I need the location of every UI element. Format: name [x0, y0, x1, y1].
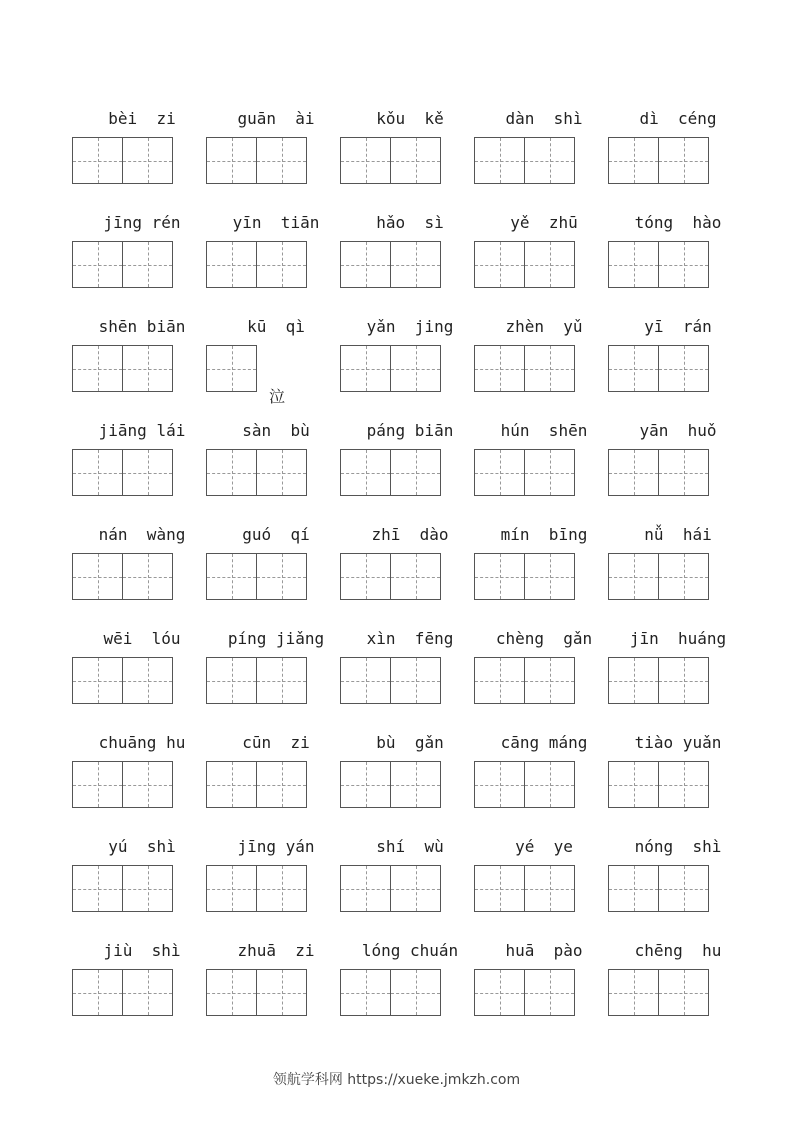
tianzige-box[interactable] [474, 241, 525, 288]
pinyin-label: píng jiǎng [227, 629, 325, 648]
tianzige-box[interactable] [122, 137, 173, 184]
tianzige-box[interactable] [340, 241, 391, 288]
word-item [340, 628, 480, 738]
word-item [474, 940, 614, 1050]
tianzige-box[interactable] [390, 137, 441, 184]
tianzige-box[interactable] [256, 865, 307, 912]
tianzige-boxes [608, 969, 708, 1016]
pinyin-label: guó qí [242, 525, 310, 544]
tianzige-boxes [608, 553, 708, 600]
tianzige-boxes [206, 969, 306, 1016]
tianzige-box[interactable] [658, 449, 709, 496]
tianzige-boxes [608, 865, 708, 912]
pinyin-label: bù gǎn [376, 733, 444, 752]
word-item [340, 524, 480, 634]
tianzige-boxes [340, 553, 440, 600]
tianzige-boxes [206, 657, 306, 704]
tianzige-boxes [72, 449, 172, 496]
pinyin-label: jīng rén [103, 213, 181, 232]
footer-watermark: 领航学科网 https://xueke.jmkzh.com [272, 1072, 521, 1088]
tianzige-box[interactable] [72, 865, 123, 912]
pinyin-label: chuāng hu [98, 733, 186, 752]
tianzige-box[interactable] [524, 553, 575, 600]
pinyin-label: yé ye [515, 837, 573, 856]
tianzige-boxes [474, 553, 574, 600]
pinyin-label: dàn shì [505, 109, 583, 128]
tianzige-box[interactable] [206, 241, 257, 288]
tianzige-box[interactable] [658, 241, 709, 288]
pinyin-label: mín bīng [500, 525, 588, 544]
tianzige-box[interactable] [524, 657, 575, 704]
word-item [340, 212, 480, 322]
tianzige-box[interactable] [658, 553, 709, 600]
word-item [608, 420, 748, 530]
word-item [340, 108, 480, 218]
tianzige-box[interactable] [340, 865, 391, 912]
tianzige-boxes [474, 345, 574, 392]
tianzige-box[interactable] [256, 761, 307, 808]
pinyin-label: lóng chuán [361, 941, 459, 960]
word-item [206, 940, 346, 1050]
pinyin-label: guān ài [237, 109, 315, 128]
word-item [340, 836, 480, 946]
pinyin-label: yǎn jing [366, 317, 454, 336]
tianzige-box[interactable] [72, 241, 123, 288]
pinyin-label: nóng shì [634, 837, 722, 856]
word-item [206, 836, 346, 946]
pinyin-label: jīng yán [237, 837, 315, 856]
tianzige-box[interactable] [340, 449, 391, 496]
tianzige-boxes [340, 449, 440, 496]
tianzige-boxes [72, 553, 172, 600]
tianzige-boxes [474, 137, 574, 184]
tianzige-box[interactable] [390, 553, 441, 600]
tianzige-box[interactable] [524, 137, 575, 184]
word-item [72, 420, 212, 530]
tianzige-box[interactable] [390, 865, 441, 912]
tianzige-box[interactable] [608, 137, 659, 184]
pinyin-label: zhuā zi [237, 941, 315, 960]
pinyin-label: cūn zi [242, 733, 310, 752]
tianzige-box[interactable] [390, 449, 441, 496]
word-item [72, 628, 212, 738]
tianzige-boxes [474, 865, 574, 912]
pinyin-label: tóng hào [634, 213, 722, 232]
pinyin-label: jiāng lái [98, 421, 186, 440]
tianzige-box[interactable] [474, 345, 525, 392]
word-item [72, 316, 212, 426]
word-item [206, 212, 346, 322]
tianzige-boxes [608, 345, 708, 392]
tianzige-box[interactable] [122, 241, 173, 288]
tianzige-box[interactable] [524, 969, 575, 1016]
tianzige-box[interactable] [72, 761, 123, 808]
word-item [206, 420, 346, 530]
tianzige-box[interactable] [256, 241, 307, 288]
tianzige-box[interactable] [608, 345, 659, 392]
tianzige-boxes [206, 865, 306, 912]
tianzige-box[interactable] [658, 137, 709, 184]
tianzige-box[interactable] [608, 761, 659, 808]
tianzige-box[interactable] [122, 865, 173, 912]
pinyin-label: kū qì [247, 317, 305, 336]
tianzige-boxes [474, 761, 574, 808]
pinyin-label: xìn fēng [366, 629, 454, 648]
tianzige-boxes [474, 449, 574, 496]
word-item [72, 108, 212, 218]
pinyin-label: zhèn yǔ [505, 317, 583, 336]
pinyin-label: wēi lóu [103, 629, 181, 648]
tianzige-box[interactable] [340, 345, 391, 392]
tianzige-boxes [340, 969, 440, 1016]
pinyin-label: bèi zi [108, 109, 176, 128]
pinyin-label: zhī dào [371, 525, 449, 544]
word-item [340, 316, 480, 426]
tianzige-box[interactable] [474, 137, 525, 184]
tianzige-box[interactable] [608, 241, 659, 288]
word-item [608, 524, 748, 634]
tianzige-box[interactable] [206, 969, 257, 1016]
tianzige-box[interactable] [658, 865, 709, 912]
tianzige-box[interactable] [72, 657, 123, 704]
tianzige-box[interactable] [122, 969, 173, 1016]
word-item [72, 524, 212, 634]
word-item [72, 836, 212, 946]
tianzige-box[interactable] [390, 241, 441, 288]
tianzige-box[interactable] [390, 761, 441, 808]
tianzige-box[interactable] [206, 761, 257, 808]
tianzige-box[interactable] [340, 137, 391, 184]
pinyin-label: kǒu kě [376, 109, 444, 128]
tianzige-boxes [72, 657, 172, 704]
tianzige-boxes [72, 137, 172, 184]
tianzige-box[interactable] [340, 553, 391, 600]
tianzige-boxes [206, 345, 256, 392]
word-item [340, 420, 480, 530]
tianzige-box[interactable] [390, 969, 441, 1016]
word-item [206, 316, 346, 426]
tianzige-box[interactable] [206, 137, 257, 184]
tianzige-box[interactable] [474, 865, 525, 912]
pinyin-label: dì céng [639, 109, 717, 128]
pinyin-label: huā pào [505, 941, 583, 960]
given-character: 泣 [269, 387, 286, 406]
tianzige-box[interactable] [474, 449, 525, 496]
tianzige-box[interactable] [608, 969, 659, 1016]
word-item [72, 212, 212, 322]
tianzige-boxes [608, 137, 708, 184]
tianzige-box[interactable] [524, 345, 575, 392]
word-item [72, 732, 212, 842]
tianzige-box[interactable] [72, 969, 123, 1016]
tianzige-boxes [608, 761, 708, 808]
word-item [474, 732, 614, 842]
tianzige-box[interactable] [608, 553, 659, 600]
pinyin-label: yě zhū [510, 213, 578, 232]
word-item [474, 212, 614, 322]
tianzige-box[interactable] [122, 553, 173, 600]
word-item [474, 524, 614, 634]
tianzige-boxes [340, 137, 440, 184]
tianzige-boxes [72, 241, 172, 288]
pinyin-label: páng biān [366, 421, 454, 440]
tianzige-box[interactable] [122, 761, 173, 808]
pinyin-label: chēng hu [634, 941, 722, 960]
tianzige-box[interactable] [256, 657, 307, 704]
pinyin-label: yān huǒ [639, 421, 717, 440]
tianzige-boxes [72, 761, 172, 808]
word-item [340, 940, 480, 1050]
word-item [474, 836, 614, 946]
tianzige-box[interactable] [340, 657, 391, 704]
tianzige-boxes [206, 761, 306, 808]
word-item [206, 628, 346, 738]
tianzige-box[interactable] [340, 969, 391, 1016]
tianzige-boxes [72, 865, 172, 912]
word-item [608, 732, 748, 842]
pinyin-label: nán wàng [98, 525, 186, 544]
word-item [72, 940, 212, 1050]
tianzige-boxes [608, 449, 708, 496]
tianzige-box[interactable] [524, 761, 575, 808]
word-item [608, 940, 748, 1050]
tianzige-boxes [340, 657, 440, 704]
tianzige-box[interactable] [256, 553, 307, 600]
tianzige-box[interactable] [608, 449, 659, 496]
tianzige-box[interactable] [72, 345, 123, 392]
tianzige-box[interactable] [256, 449, 307, 496]
pinyin-label: hǎo sì [376, 213, 444, 232]
tianzige-box[interactable] [206, 553, 257, 600]
tianzige-box[interactable] [658, 345, 709, 392]
tianzige-box[interactable] [608, 657, 659, 704]
tianzige-box[interactable] [122, 345, 173, 392]
pinyin-label: yī rán [644, 317, 712, 336]
tianzige-box[interactable] [256, 137, 307, 184]
pinyin-label: yú shì [108, 837, 176, 856]
tianzige-box[interactable] [122, 657, 173, 704]
word-item [474, 108, 614, 218]
pinyin-label: jiù shì [103, 941, 181, 960]
word-item [608, 316, 748, 426]
tianzige-boxes [72, 345, 172, 392]
pinyin-label: hún shēn [500, 421, 588, 440]
tianzige-box[interactable] [72, 449, 123, 496]
tianzige-boxes [206, 137, 306, 184]
tianzige-box[interactable] [122, 449, 173, 496]
word-item [206, 524, 346, 634]
pinyin-label: tiào yuǎn [634, 733, 722, 752]
tianzige-box[interactable] [206, 865, 257, 912]
tianzige-box[interactable] [524, 241, 575, 288]
tianzige-box[interactable] [524, 865, 575, 912]
word-item [206, 108, 346, 218]
tianzige-box[interactable] [72, 553, 123, 600]
tianzige-boxes [340, 761, 440, 808]
tianzige-boxes [340, 865, 440, 912]
pinyin-label: chèng gǎn [495, 629, 593, 648]
tianzige-box[interactable] [206, 657, 257, 704]
pinyin-label: cāng máng [500, 733, 588, 752]
tianzige-boxes [474, 657, 574, 704]
pinyin-label: yīn tiān [232, 213, 320, 232]
tianzige-box[interactable] [474, 553, 525, 600]
pinyin-label: jīn huáng [629, 629, 727, 648]
tianzige-box[interactable] [474, 657, 525, 704]
word-item [608, 628, 748, 738]
tianzige-box[interactable] [256, 969, 307, 1016]
tianzige-box[interactable] [390, 345, 441, 392]
tianzige-boxes [474, 241, 574, 288]
tianzige-boxes [72, 969, 172, 1016]
tianzige-box[interactable] [474, 969, 525, 1016]
tianzige-boxes [608, 657, 708, 704]
tianzige-boxes [206, 241, 306, 288]
word-item [474, 628, 614, 738]
tianzige-box[interactable] [206, 345, 257, 392]
pinyin-label: nǚ hái [644, 525, 712, 544]
tianzige-box[interactable] [658, 657, 709, 704]
word-item [608, 212, 748, 322]
tianzige-box[interactable] [474, 761, 525, 808]
tianzige-box[interactable] [390, 657, 441, 704]
word-item [474, 420, 614, 530]
pinyin-label: sàn bù [242, 421, 310, 440]
tianzige-boxes [206, 449, 306, 496]
word-item [474, 316, 614, 426]
pinyin-label: shí wù [376, 837, 444, 856]
word-item [340, 732, 480, 842]
tianzige-boxes [206, 553, 306, 600]
tianzige-box[interactable] [340, 761, 391, 808]
tianzige-box[interactable] [608, 865, 659, 912]
pinyin-label: shēn biān [98, 317, 186, 336]
word-item [608, 108, 748, 218]
tianzige-box[interactable] [206, 449, 257, 496]
word-item [206, 732, 346, 842]
tianzige-boxes [608, 241, 708, 288]
tianzige-box[interactable] [524, 449, 575, 496]
tianzige-boxes [474, 969, 574, 1016]
tianzige-box[interactable] [658, 761, 709, 808]
tianzige-boxes [340, 241, 440, 288]
word-item [608, 836, 748, 946]
tianzige-box[interactable] [658, 969, 709, 1016]
tianzige-box[interactable] [72, 137, 123, 184]
tianzige-boxes [340, 345, 440, 392]
